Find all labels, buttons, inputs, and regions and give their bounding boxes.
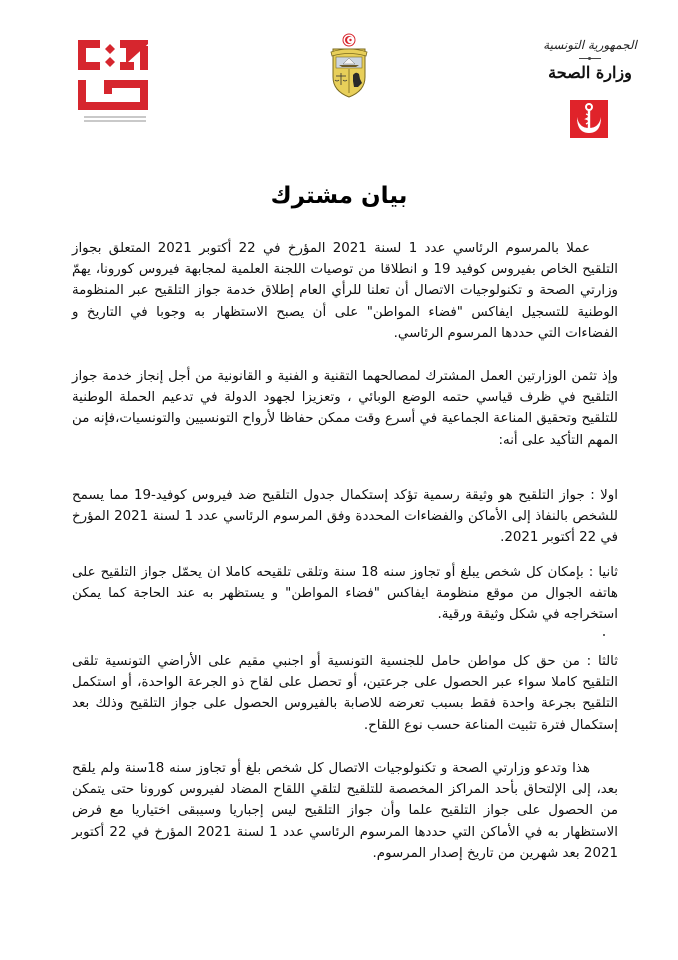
aytam-logo-icon	[78, 40, 152, 128]
paragraph-closing: هذا وتدعو وزارتي الصحة و تكنولوجيات الاتصال كل شخص بلغ أو تجاوز سنه 18سنة ولم يلقح بعد، إلى الإلتحاق بأحد المراكز المخصصة للتلقيح لتلقي اللقاح المضاد لفيروس كورونا حتى يتمكن من الحصول على جواز التلقيح علما وأن جواز التلقيح ليس إجباريا وسيبقى اختياريا مع فرض الاستظهار به في الأماكن التي حددها المرسوم الرئاسي عدد 1 لسنة 2021 المؤرخ في 22 أكتوبر 2021 بعد شهرين من تاريخ إصدار المرسوم.	[72, 761, 619, 861]
paragraph-third-point: ثالثا : من حق كل مواطن حامل للجنسية التونسية أو اجنبي مقيم على الأراضي التونسية تلقى التلقيح كاملا سواء عبر الحصول على جرعتين، أو تحصل على لقاح ذو الجرعة الواحدة، أو استكمل التلقيح بجرعة واحدة فقط بسبب تعرضه للاصابة بالفيروس الحصول على جواز التلقيح وذلك بعد إستكمال فترة تثبيت المناعة حسب نوع اللقاح.	[72, 654, 618, 733]
aytam-logo-mark	[78, 40, 152, 112]
divider	[579, 58, 601, 59]
tunisia-coat-of-arms-icon	[329, 33, 369, 99]
paragraph-first-point: اولا : جواز التلقيح هو وثيقة رسمية تؤكد إستكمال جدول التلقيح ضد فيروس كوفيد-19 مما يسمح للشخص بالنفاذ إلى الأماكن والفضاءات المحددة وفق المرسوم الرئاسي عدد 1 لسنة 2021 المؤرخ في 22 أكتوبر 2021.	[72, 488, 619, 546]
paragraph-context: وإذ تثمن الوزارتين العمل المشترك لمصالحهما التقنية و الفنية و القانونية من أجل إنجاز خدمة جواز التلقيح في ظرف قياسي حتمه الوضع الوبائي ، وتعزيزا لجهود الدولة في تدعيم الحملة الوطنية للتلقيح وتحقيق المناعة الجماعية في أسرع وقت ممكن حفاظا لأرواح التونسيين والتونسيات،فإنه من المهم التأكيد على أنه:	[72, 369, 618, 448]
document-title: بيان مشترك	[270, 183, 408, 209]
ministry-label: وزارة الصحة	[548, 63, 632, 82]
paragraph-intro: عملا بالمرسوم الرئاسي عدد 1 لسنة 2021 المؤرخ في 22 أكتوبر 2021 المتعلق بجواز التلقيح الخاص بفيروس كوفيد 19 و انطلاقا من توصيات اللجنة العلمية لمجابهة فيروس كورونا، يهمّ وزارتي الصحة و تكنولوجيات الاتصال أن تعلنا للرأي العام إطلاق خدمة جواز التلقيح عبر المنظومة الوطنية للتسجيل ايفاكس "فضاء المواطن" على أن يصبح الاستظهار به وجوبا في التاريخ و الفضاءات التي حددها المرسوم الرئاسي.	[72, 241, 618, 341]
stray-mark	[603, 634, 605, 636]
ministry-header	[530, 38, 650, 148]
ministry-of-health-logo-icon	[570, 100, 608, 138]
paragraph-second-point: ثانيا : بإمكان كل شخص يبلغ أو تجاوز سنه 18 سنة وتلقى تلقيحه كاملا ان يحمّل جواز التلقيح على هاتفه الجوال من موقع منظومة ايفاكس "فضاء المواطن" و يستظهر به عند الحاجة كما يمكن استخراجه في شكل وثيقة ورقية.	[72, 565, 619, 623]
republic-label: الجمهورية التونسية	[543, 38, 637, 52]
logo-caption	[78, 114, 152, 122]
